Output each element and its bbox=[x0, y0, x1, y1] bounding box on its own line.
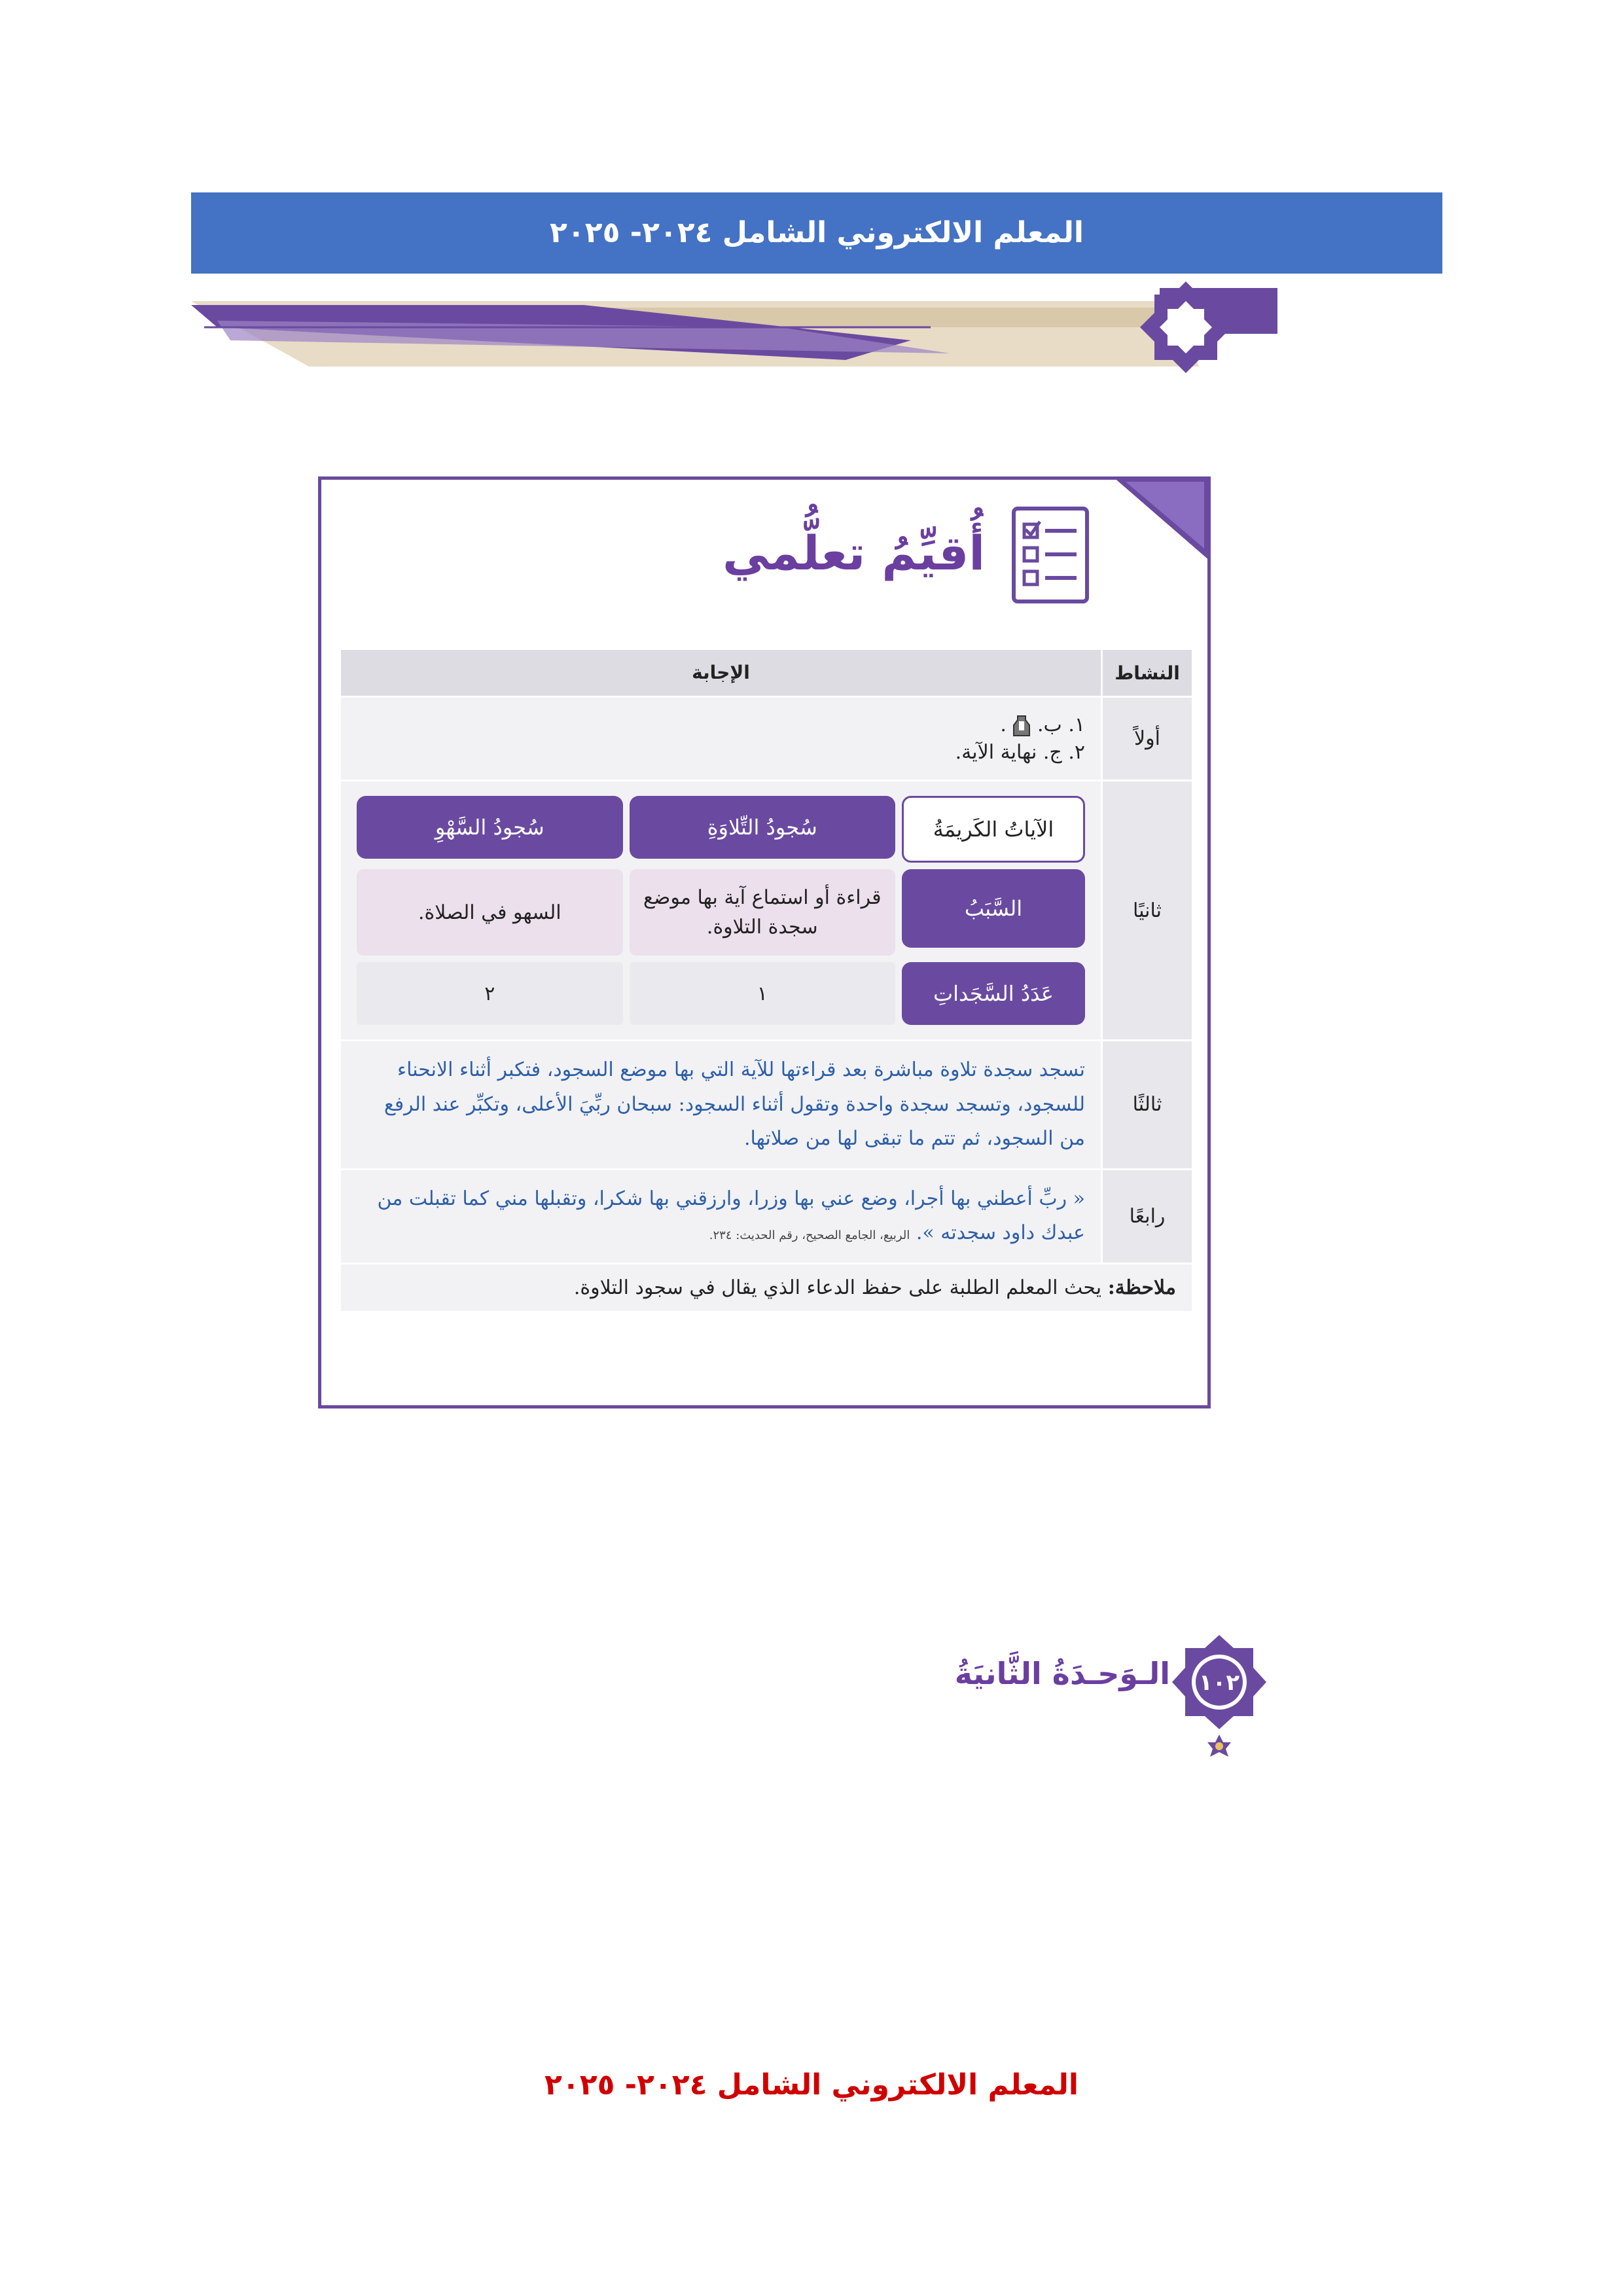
unit-title: الـوَحـدَةُ الثَّانيَةُ bbox=[954, 1656, 1170, 1691]
answers-table bbox=[341, 650, 1192, 1313]
page-number-badge bbox=[1170, 1630, 1268, 1761]
card-title: أُقيِّمُ تعلُّمي bbox=[722, 526, 985, 581]
footer-text: المعلم الالكتروني الشامل ٢٠٢٤- ٢٠٢٥ bbox=[544, 2068, 1079, 2102]
note-text: يحث المعلم الطلبة على حفظ الدعاء الذي يقال في سجود التلاوة. bbox=[573, 1276, 1102, 1299]
note-label: ملاحظة: bbox=[1107, 1276, 1176, 1299]
grid-label-count: عَدَدُ السَّجَداتِ bbox=[902, 962, 1085, 1025]
table-row bbox=[341, 781, 1192, 1041]
activity-label: رابعًا bbox=[1103, 1170, 1192, 1263]
answer-line: ٢. ج. نهاية الآية. bbox=[955, 741, 1085, 764]
header-activity: النشاط bbox=[1103, 650, 1192, 696]
answer-cell bbox=[341, 698, 1101, 780]
dua-text: « ربِّ أعطني بها أجرا، وضع عني بها وزرا، وارزقني بها شكرا، وتقبلها مني كما تقبلت من عبدك داود سجدته ». bbox=[377, 1187, 1085, 1244]
grid-reason-recitation: قراءة أو استماع آية بها موضع سجدة التلاوة. bbox=[630, 869, 896, 956]
grid-head-recitation: سُجودُ التِّلاوَةِ bbox=[630, 796, 896, 859]
activity-label: ثانيًا bbox=[1103, 781, 1192, 1039]
answer-line: ١. ب. . bbox=[1000, 713, 1085, 736]
comparison-grid bbox=[357, 793, 1085, 1028]
activity-label: أولاً bbox=[1103, 698, 1192, 780]
header-answer: الإجابة bbox=[341, 650, 1101, 696]
hadith-source: الربيع، الجامع الصحيح، رقم الحديث: ٢٣٤. bbox=[709, 1229, 910, 1242]
grid-reason-forgetful: السهو في الصلاة. bbox=[357, 869, 623, 956]
answer-cell: تسجد سجدة تلاوة مباشرة بعد قراءتها للآية التي بها موضع السجود، فتكبر أثناء الانحناء للسجود، وتسجد سجدة واحدة وتقول أثناء السجود: سبحان ربِّيَ الأعلى، وتكبِّر عند الرفع من السجود، ثم تتم ما تبقى لها من صلاتها. bbox=[341, 1041, 1101, 1168]
header-banner: المعلم الالكتروني الشامل ٢٠٢٤- ٢٠٢٥ bbox=[191, 192, 1442, 274]
card-corner-decoration bbox=[1113, 476, 1211, 562]
answer-cell bbox=[341, 1170, 1101, 1263]
comparison-cell bbox=[341, 781, 1101, 1039]
checklist-icon bbox=[1011, 506, 1090, 604]
grid-count-recitation: ١ bbox=[630, 962, 896, 1025]
grid-label-reason: السَّبَبُ bbox=[902, 869, 1085, 948]
decorative-ornament bbox=[191, 281, 1304, 386]
note-row bbox=[341, 1265, 1192, 1313]
water-jug-icon bbox=[1012, 715, 1031, 737]
table-row bbox=[341, 698, 1192, 781]
grid-label-verses: الآياتُ الكَريمَةُ bbox=[902, 796, 1085, 863]
table-row bbox=[341, 1170, 1192, 1265]
note-cell bbox=[341, 1265, 1192, 1311]
page-number: ١٠٢ bbox=[1198, 1670, 1240, 1696]
assessment-card bbox=[318, 476, 1211, 1408]
table-row bbox=[341, 1041, 1192, 1170]
table-header-row bbox=[341, 650, 1192, 698]
activity-label: ثالثًا bbox=[1103, 1041, 1192, 1168]
answer-text: ١. ب. bbox=[1037, 713, 1085, 736]
grid-count-forgetful: ٢ bbox=[357, 962, 623, 1025]
grid-head-forgetful: سُجودُ السَّهْوِ bbox=[357, 796, 623, 859]
